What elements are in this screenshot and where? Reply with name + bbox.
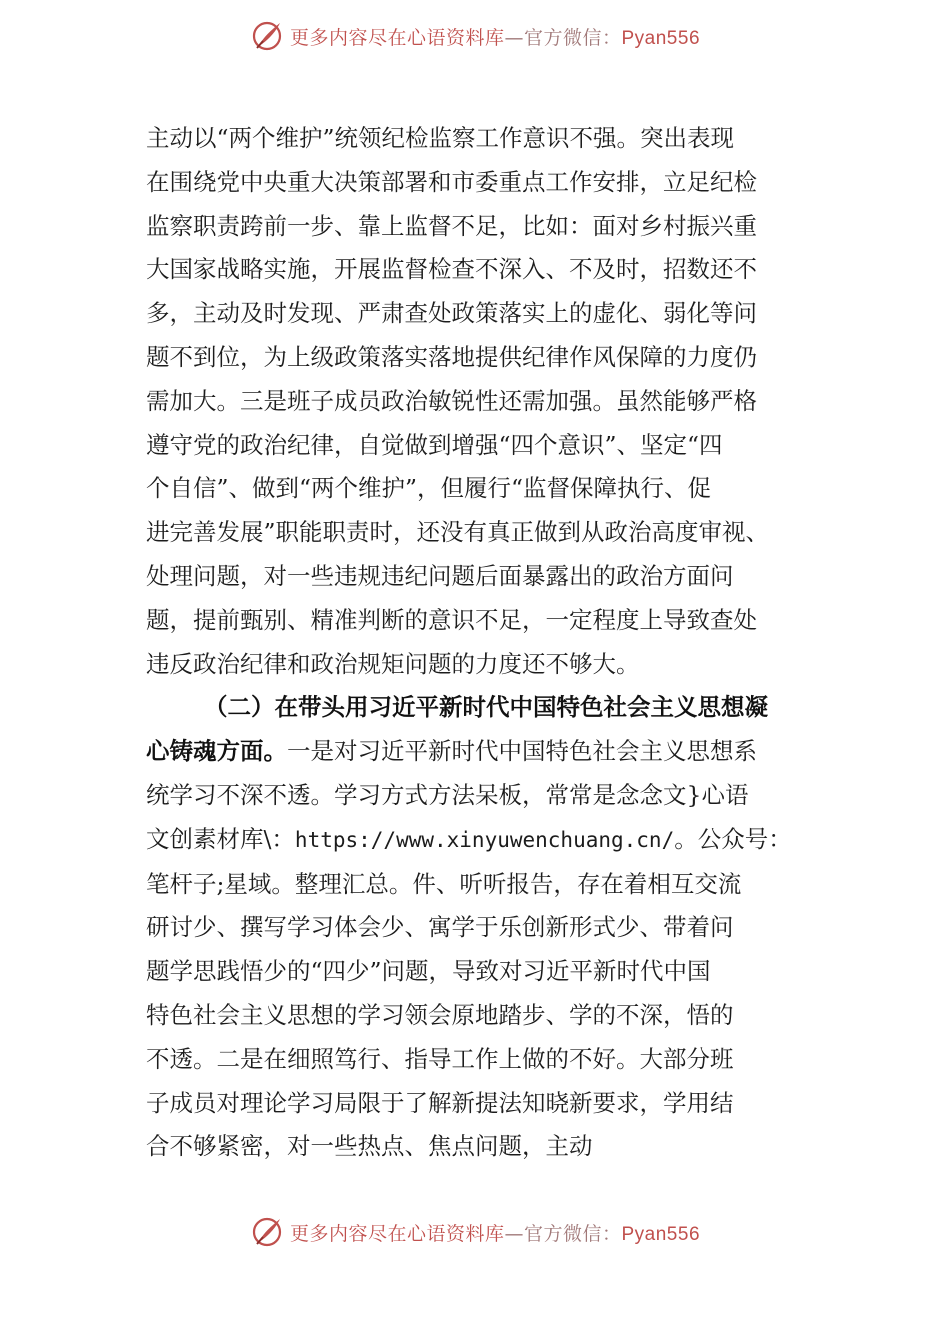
body-line: 合不够紧密，对一些热点、焦点问题，主动 [146,1132,593,1161]
body-line: 遵守党的政治纪律，自觉做到增强“四个意识”、坚定“四 [146,430,723,459]
body-line: 监察职责跨前一步、靠上监督不足，比如：面对乡村振兴重 [146,211,757,240]
section-heading: （二）在带头用习近平新时代中国特色社会主义思想凝 [204,693,768,722]
header-dash: — [504,26,524,49]
body-line: 统学习不深不透。学习方式方法呆板，常常是念念文}心语 [146,780,749,809]
section-heading-end: 心铸魂方面。 [146,737,287,766]
body-line: 子成员对理论学习局限于了解新提法知晓新要求，学用结 [146,1088,734,1117]
footer-banner [0,1210,950,1254]
body-line: 题，提前甄别、精准判断的意识不足，一定程度上导致查处 [146,605,757,634]
body-line: 主动以“两个维护”统领纪检监察工作意识不强。突出表现 [146,124,735,152]
body-line: 研讨少、撰写学习体会少、寓学于乐创新形式少、带着问 [146,913,734,942]
header-banner-text [290,23,700,50]
body-line [146,818,816,863]
header-brand-text: 更多内容尽在心语资料库 [289,26,505,49]
body-line: 在围绕党中央重大决策部署和市委重点工作安排，立足纪检 [146,167,757,196]
body-text: 一是对习近平新时代中国特色社会主义思想系 [287,737,757,766]
body-line: 违反政治纪律和政治规矩问题的力度还不够大。 [146,649,640,678]
footer-brand-text: 更多内容尽在心语资料库 [289,1222,505,1245]
body-line: 题学思践悟少的“四少”问题，导致对习近平新时代中国 [146,957,711,986]
body-text: 。公众号： [674,824,792,853]
body-line: 多，主动及时发现、严肃查处政策落实上的虚化、弱化等问 [146,299,757,328]
body-line [146,730,816,774]
footer-dash: — [504,1222,524,1245]
body-text: 文创素材库\： [146,824,295,853]
body-line: 个自信”、做到“两个维护”，但履行“监督保障执行、促 [146,474,712,503]
header-wechat-handle: Pyan556 [621,27,701,49]
footer-wechat-label: 官方微信： [523,1222,622,1245]
section-heading-line [146,686,816,730]
header-banner [0,14,950,58]
quill-logo-icon [250,19,284,53]
footer-wechat-handle: Pyan556 [621,1223,701,1245]
header-wechat-label: 官方微信： [523,26,622,49]
body-line: 题不到位，为上级政策落实落地提供纪律作风保障的力度仍 [146,342,757,371]
body-line: 特色社会主义思想的学习领会原地踏步、学的不深，悟的 [146,1000,734,1029]
body-line: 进完善发展”职能职责时，还没有真正做到从政治高度审视、 [146,518,770,547]
quill-logo-icon [250,1215,284,1249]
website-url: https://www.xinyuwenchuang.cn/ [294,827,675,852]
body-line: 处理问题，对一些违规违纪问题后面暴露出的政治方面问 [146,561,734,590]
body-line: 笔杆子;星域。整理汇总。件、听听报告，存在着相互交流 [146,869,742,898]
footer-banner-text [290,1219,700,1246]
body-line: 需加大。三是班子成员政治敏锐性还需加强。虽然能够严格 [146,386,757,415]
document-body [146,117,816,1169]
body-line: 大国家战略实施，开展监督检查不深入、不及时，招数还不 [146,255,757,284]
body-line: 不透。二是在细照笃行、指导工作上做的不好。大部分班 [146,1044,734,1073]
